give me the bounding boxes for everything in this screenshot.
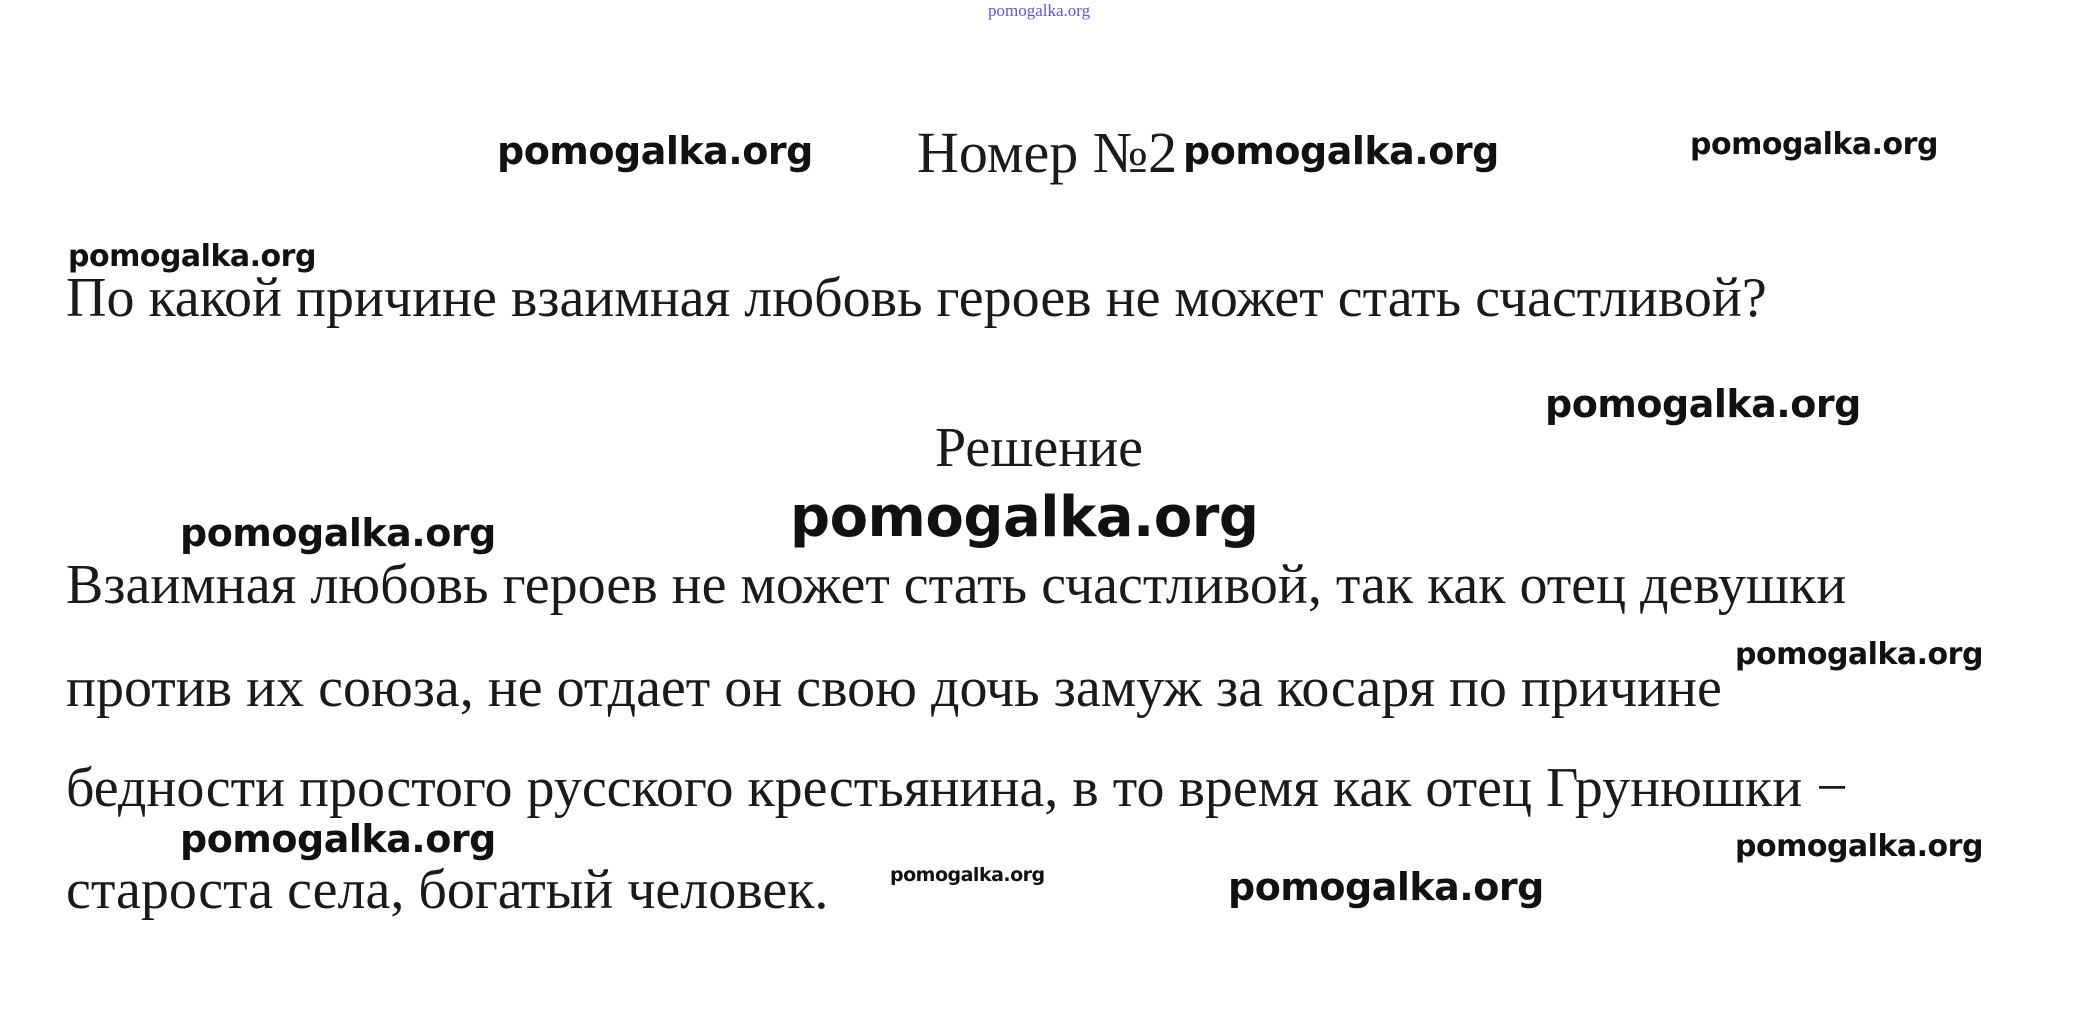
watermark: pomogalka.org [1690,127,1938,162]
task-title: Номер №2 [917,120,1178,185]
solution-heading: Решение [935,417,1144,479]
watermark: pomogalka.org [68,239,316,274]
watermark: pomogalka.org [180,511,496,555]
watermark: pomogalka.org [1183,129,1499,173]
answer-line: Взаимная любовь героев не может стать счастливой, так как отец девушки [66,554,1847,616]
watermark: pomogalka.org [497,129,813,173]
watermark: pomogalka.org [790,485,1259,550]
answer-line: против их союза, не отдает он свою дочь замуж за косаря по причине [66,657,1722,719]
task-question: По какой причине взаимная любовь героев не может стать счастливой? [66,267,1767,329]
answer-line: староста села, богатый человек. [66,859,829,921]
watermark: pomogalka.org [1228,865,1544,909]
site-link[interactable]: pomogalka.org [988,1,1091,20]
answer-line: бедности простого русского крестьянина, в то время как отец Грунюшки − [66,757,1848,819]
watermark: pomogalka.org [180,817,496,861]
watermark: pomogalka.org [1735,829,1983,864]
watermark: pomogalka.org [1545,382,1861,426]
watermark: pomogalka.org [1735,637,1983,672]
watermark: pomogalka.org [890,864,1045,886]
